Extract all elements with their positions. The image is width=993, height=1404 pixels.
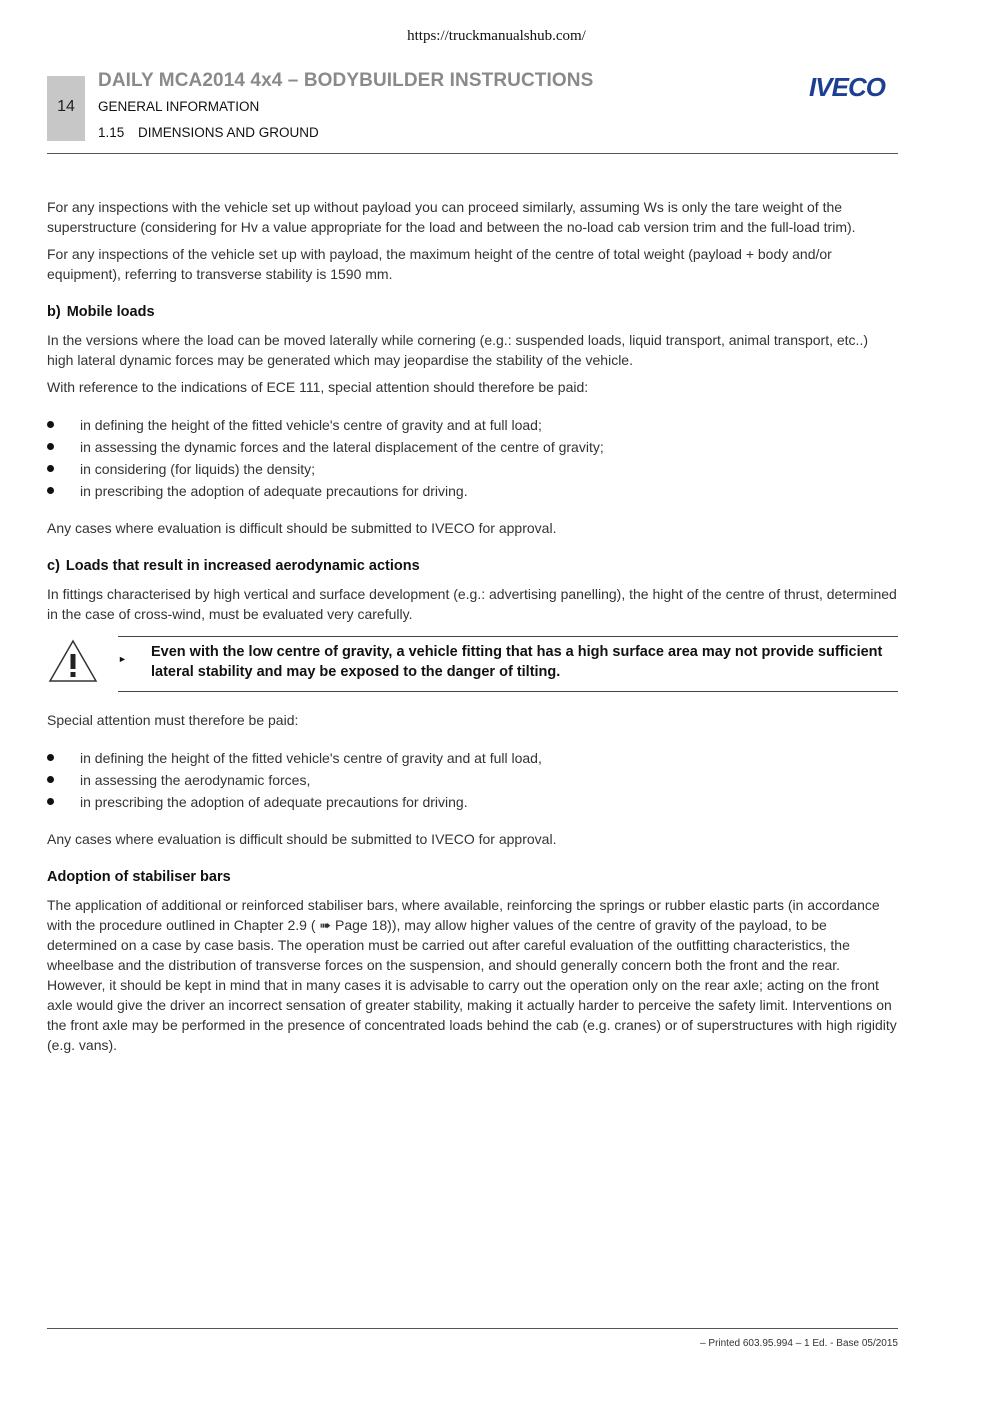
bullet-list	[47, 414, 898, 502]
paragraph: Any cases where evaluation is difficult should be submitted to IVECO for approval.	[47, 520, 557, 536]
main-content	[47, 197, 898, 1062]
paragraph: For any inspections of the vehicle set up with payload, the maximum height of the centre of total weight (payload + body and/or equipment), referring to transverse stability is 1590 mm.	[47, 246, 832, 282]
header-divider	[47, 153, 898, 154]
list-item: in defining the height of the fitted vehicle's centre of gravity and at full load,	[47, 747, 898, 769]
footer-print-info: – Printed 603.95.994 – 1 Ed. - Base 05/2015	[700, 1338, 898, 1349]
source-url[interactable]: https://truckmanualshub.com/	[407, 28, 586, 44]
heading-aerodynamic-loads: c) Loads that result in increased aerodynamic actions	[47, 558, 420, 574]
list-item: in defining the height of the fitted vehicle's centre of gravity and at full load;	[47, 414, 898, 436]
section-title: GENERAL INFORMATION	[98, 99, 260, 114]
paragraph: In the versions where the load can be moved laterally while cornering (e.g.: suspended loads, liquid transport, animal transport, etc..) high lateral dynamic forces may be generated which may jeopardise the stability of the vehicle.	[47, 332, 868, 368]
list-item: in assessing the dynamic forces and the lateral displacement of the centre of gravity;	[47, 436, 898, 458]
warning-frame	[118, 636, 898, 692]
subsection-number: 1.15	[98, 125, 125, 140]
bullet-icon	[47, 487, 54, 494]
warning-box	[47, 636, 898, 696]
list-item: in prescribing the adoption of adequate precautions for driving.	[47, 480, 898, 502]
iveco-logo	[797, 74, 897, 100]
footer-divider	[47, 1328, 898, 1329]
warning-text: Even with the low centre of gravity, a vehicle fitting that has a high surface area may not provide sufficient lateral stability and may be exposed to the danger of tilting.	[151, 644, 883, 680]
bullet-list	[47, 747, 898, 813]
bullet-icon	[47, 465, 54, 472]
subsection-text: DIMENSIONS AND GROUND	[138, 125, 319, 140]
paragraph: Special attention must therefore be paid:	[47, 712, 299, 728]
heading-mobile-loads: b) Mobile loads	[47, 304, 155, 320]
bullet-icon	[47, 421, 54, 428]
page-number: 14	[57, 98, 75, 115]
paragraph: The application of additional or reinforced stabiliser bars, where available, reinforcing the springs or rubber elastic parts (in accordance with the procedure outlined in Chapter 2.9 ( ➠ Page 18)), may allow higher values of the centre of gravity of the payload, to be determined on a case by case basis. The operation must be carried out after careful evaluation of the outfitting characteristics, the wheelbase and the distribution of transverse forces on the suspension, and should generally concern both the front and the rear. However, it should be kept in mind that in many cases it is advisable to carry out the operation only on the rear axle; acting on the front axle would give the driver an incorrect sensation of greater stability, making it actually harder to perceive the safety limit. Interventions on the front axle may be performed in the presence of concentrated loads behind the cab (e.g. cranes) or of superstructures with high rigidity (e.g. vans).	[47, 897, 897, 1053]
page-number-tab	[47, 76, 85, 141]
paragraph: For any inspections with the vehicle set up without payload you can proceed similarly, assuming Ws is only the tare weight of the superstructure (considering for Hv a value appropriate for the load and between the no-load cab version trim and the full-load trim).	[47, 199, 856, 235]
subsection-title	[98, 125, 319, 140]
bullet-icon	[47, 443, 54, 450]
paragraph: With reference to the indications of ECE 111, special attention should therefore be paid:	[47, 379, 589, 395]
bullet-icon	[47, 754, 54, 761]
arrow-bullet-icon: ►	[118, 654, 127, 664]
paragraph: In fittings characterised by high vertical and surface development (e.g.: advertising panelling), the hight of the centre of thrust, determined in the case of cross-wind, must be evaluated very carefully.	[47, 586, 897, 622]
warning-triangle-icon	[47, 638, 99, 684]
bullet-icon	[47, 776, 54, 783]
list-item: in prescribing the adoption of adequate precautions for driving.	[47, 791, 898, 813]
list-item: in considering (for liquids) the density;	[47, 458, 898, 480]
bullet-icon	[47, 798, 54, 805]
heading-stabiliser-bars: Adoption of stabiliser bars	[47, 869, 231, 885]
document-title: DAILY MCA2014 4x4 – BODYBUILDER INSTRUCTIONS	[98, 70, 594, 91]
paragraph: Any cases where evaluation is difficult should be submitted to IVECO for approval.	[47, 831, 557, 847]
list-item: in assessing the aerodynamic forces,	[47, 769, 898, 791]
svg-text:IVECO: IVECO	[809, 74, 885, 100]
